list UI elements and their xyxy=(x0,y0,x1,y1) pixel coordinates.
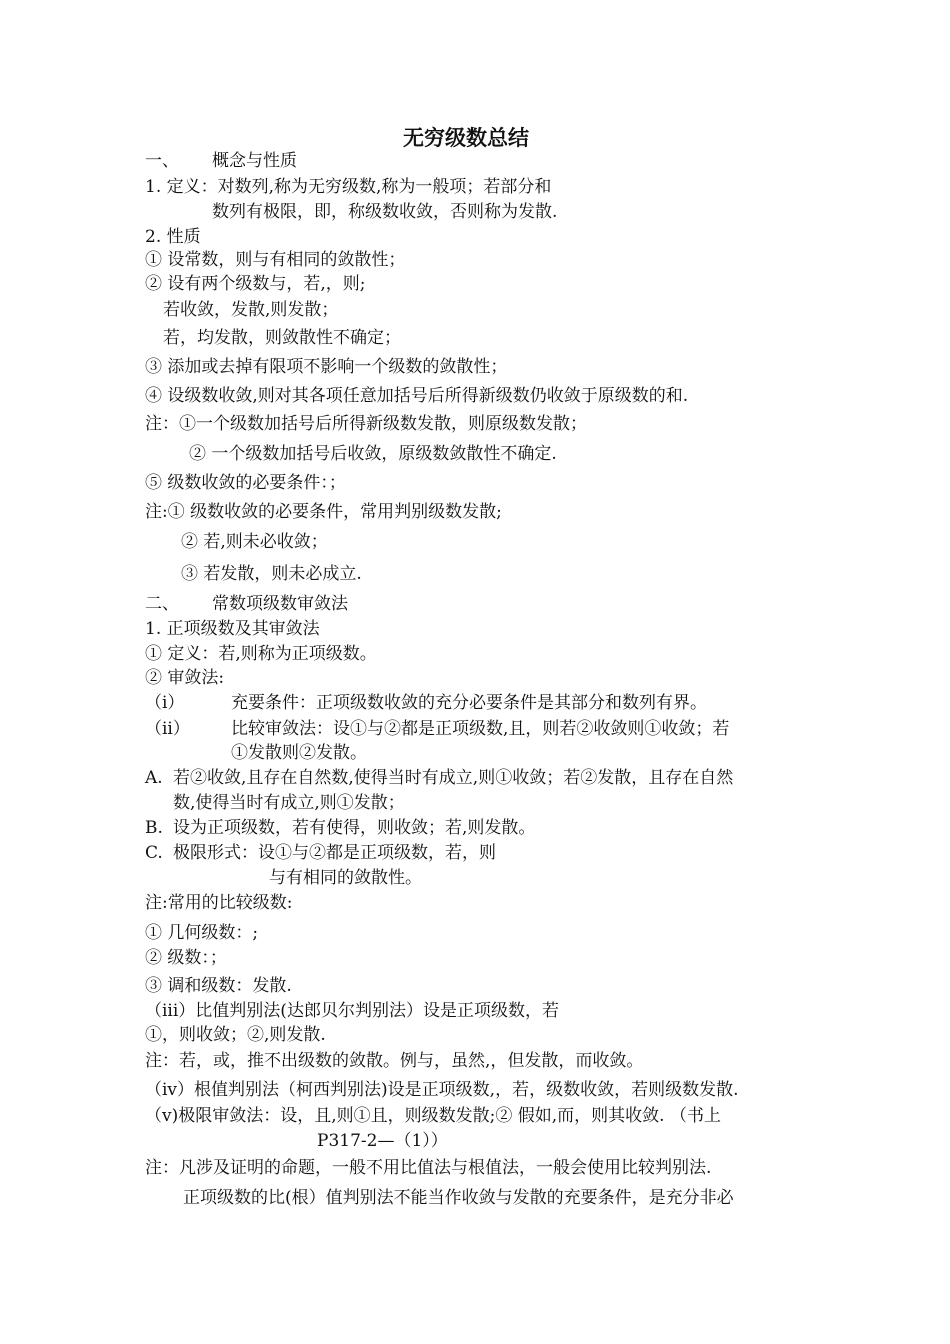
property-subitem: 若收敛，发散,则发散； xyxy=(163,300,339,320)
note-line: ③ 若发散，则未必成立. xyxy=(181,564,362,584)
section-number: 一、 xyxy=(145,151,179,171)
criterion-text: 若②收敛,且存在自然数,使得当时有成立,则①收敛；若②发散，且存在自然 xyxy=(173,768,734,788)
note-line: 注:常用的比较级数: xyxy=(145,893,293,913)
criterion-text: 数,使得当时有成立,则①发散； xyxy=(173,793,405,813)
note-line: ② 一个级数加括号后收敛，原级数敛散性不确定. xyxy=(189,444,557,464)
criterion-text: 与有相同的敛散性。 xyxy=(269,868,422,888)
section-number: 二、 xyxy=(145,594,179,614)
subsection-heading: 1. 正项级数及其审敛法 xyxy=(145,619,320,639)
definition-line: 数列有极限，即，称级数收敛，否则称为发散. xyxy=(212,202,558,222)
note-line: 注：①一个级数加括号后所得新级数发散，则原级数发散； xyxy=(145,414,587,434)
note-line: 正项级数的比(根）值判别法不能当作收敛与发散的充要条件，是充分非必 xyxy=(183,1188,734,1208)
property-item: ② 设有两个级数与，若,，则; xyxy=(145,274,366,294)
item-label: （ii） xyxy=(145,719,190,739)
list-item: ① 几何级数：; xyxy=(145,923,259,943)
criterion-text: 充要条件：正项级数收敛的充分必要条件是其部分和数列有界。 xyxy=(231,693,707,713)
criterion-text: 比较审敛法：设①与②都是正项级数,且，则若②收敛则①收敛；若 xyxy=(231,719,730,739)
note-line: ② 若,则未必收敛； xyxy=(181,532,328,552)
list-item: ② 级数：； xyxy=(145,948,227,968)
page-title: 无穷级数总结 xyxy=(403,125,529,150)
property-item: ④ 设级数收敛,则对其各项任意加括号后所得新级数仍收敛于原级数的和. xyxy=(145,386,689,406)
criterion-text: （iv）根值判别法（柯西判别法)设是正项级数,，若，级数收敛，若则级数发散. xyxy=(145,1080,739,1100)
item-label: A. xyxy=(145,768,163,788)
criterion-text: ①，则收敛；②,则发散. xyxy=(145,1025,326,1045)
section-heading: 常数项级数审敛法 xyxy=(212,594,348,614)
item-label: C. xyxy=(145,843,163,863)
criterion-text: P317-2—（1）） xyxy=(317,1131,448,1151)
note-line: 注：凡涉及证明的命题，一般不用比值法与根值法，一般会使用比较判别法. xyxy=(145,1158,712,1178)
note-line: 注:① 级数收敛的必要条件，常用判别级数发散; xyxy=(145,502,502,522)
criterion-text: （iii）比值判别法(达郎贝尔判别法）设是正项级数，若 xyxy=(145,1001,559,1021)
definition-line: 1. 定义：对数列,称为无穷级数,称为一般项；若部分和 xyxy=(145,177,552,197)
section-heading: 概念与性质 xyxy=(212,151,297,171)
criterion-text: 极限形式：设①与②都是正项级数，若，则 xyxy=(173,843,496,863)
subsection-heading: 2. 性质 xyxy=(145,227,201,247)
criterion-item: ① 定义：若,则称为正项级数。 xyxy=(145,644,377,664)
note-line: 注：若，或，推不出级数的敛散。例与，虽然,，但发散，而收敛。 xyxy=(145,1051,644,1071)
property-subitem: 若，均发散，则敛散性不确定； xyxy=(163,328,401,348)
criterion-text: （v)极限审敛法：设，且,则①且，则级数发散;② 假如,而，则其收敛. （书上 xyxy=(145,1106,721,1126)
item-label: B. xyxy=(145,818,163,838)
criterion-text: 设为正项级数，若有使得，则收敛；若,则发散。 xyxy=(173,818,536,838)
property-item: ① 设常数，则与有相同的敛散性； xyxy=(145,250,406,270)
item-label: （i） xyxy=(145,693,185,713)
criterion-item: ② 审敛法: xyxy=(145,668,225,688)
property-item: ⑤ 级数收敛的必要条件：； xyxy=(145,473,346,493)
property-item: ③ 添加或去掉有限项不影响一个级数的敛散性； xyxy=(145,357,508,377)
criterion-text: ①发散则②发散。 xyxy=(231,743,367,763)
list-item: ③ 调和级数：发散. xyxy=(145,976,292,996)
